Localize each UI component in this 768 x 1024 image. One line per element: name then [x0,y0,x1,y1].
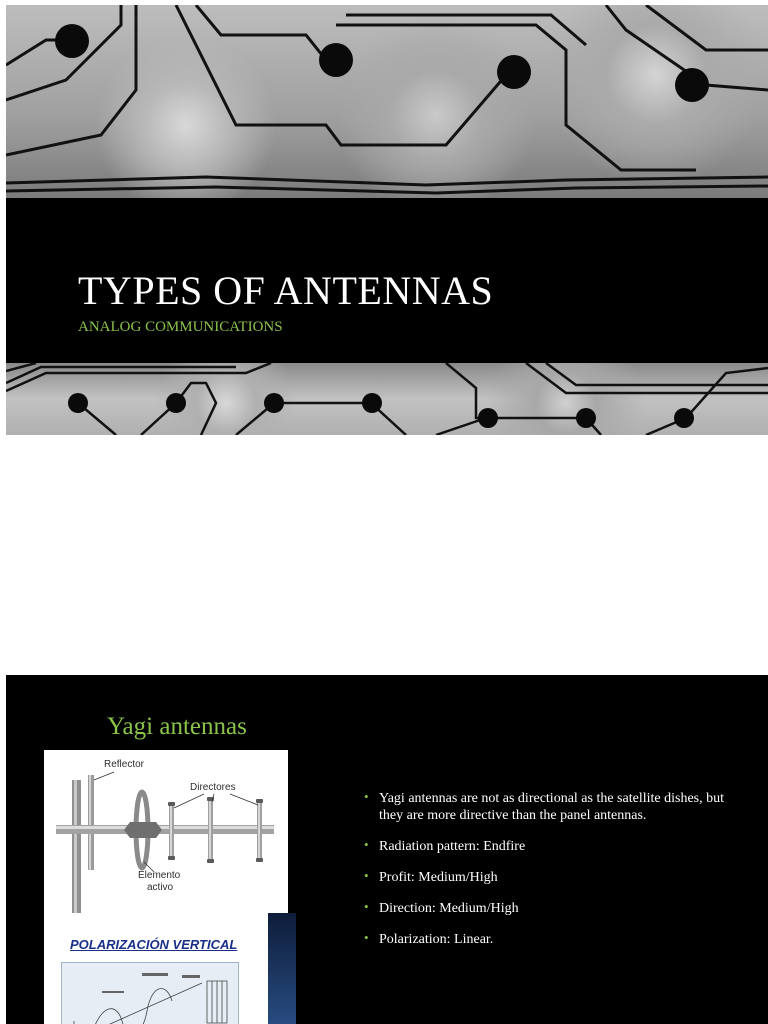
bullet-item: • Direction: Medium/High [364,900,724,917]
circuit-board-banner-top [6,5,768,198]
figure-edge-strip [268,913,296,1024]
slide-title: Yagi antennas [107,713,247,740]
directors-label: Directores [190,782,236,793]
polarization-wave-graphic [62,963,238,1024]
title-slide [6,5,768,435]
reflector-label: Reflector [104,759,145,770]
bullet-item: • Yagi antennas are not as directional as the satellite dishes, but they are more directive than the panel antennas. [364,790,724,824]
circuit-board-banner-bottom [6,363,768,435]
polarization-figure-title: POLARIZACIÓN VERTICAL [70,937,238,952]
yagi-antenna-figure [44,750,288,913]
bullet-list [364,790,724,962]
active-element-label-line1: Elemento [138,870,181,881]
slide-subtitle: ANALOG COMMUNICATIONS [78,319,283,335]
bullet-item: • Polarization: Linear. [364,931,724,948]
polarization-wave-diagram [61,962,239,1024]
vertical-polarization-figure [44,913,296,1024]
active-element-label-line2: activo [147,882,174,893]
bullet-item: • Radiation pattern: Endfire [364,838,724,855]
circuit-traces-bottom-graphic [6,363,768,435]
circuit-traces-top-graphic [6,5,768,198]
yagi-antennas-slide [6,675,768,1024]
bullet-item: • Profit: Medium/High [364,869,724,886]
slide-title: TYPES OF ANTENNAS [78,268,494,313]
